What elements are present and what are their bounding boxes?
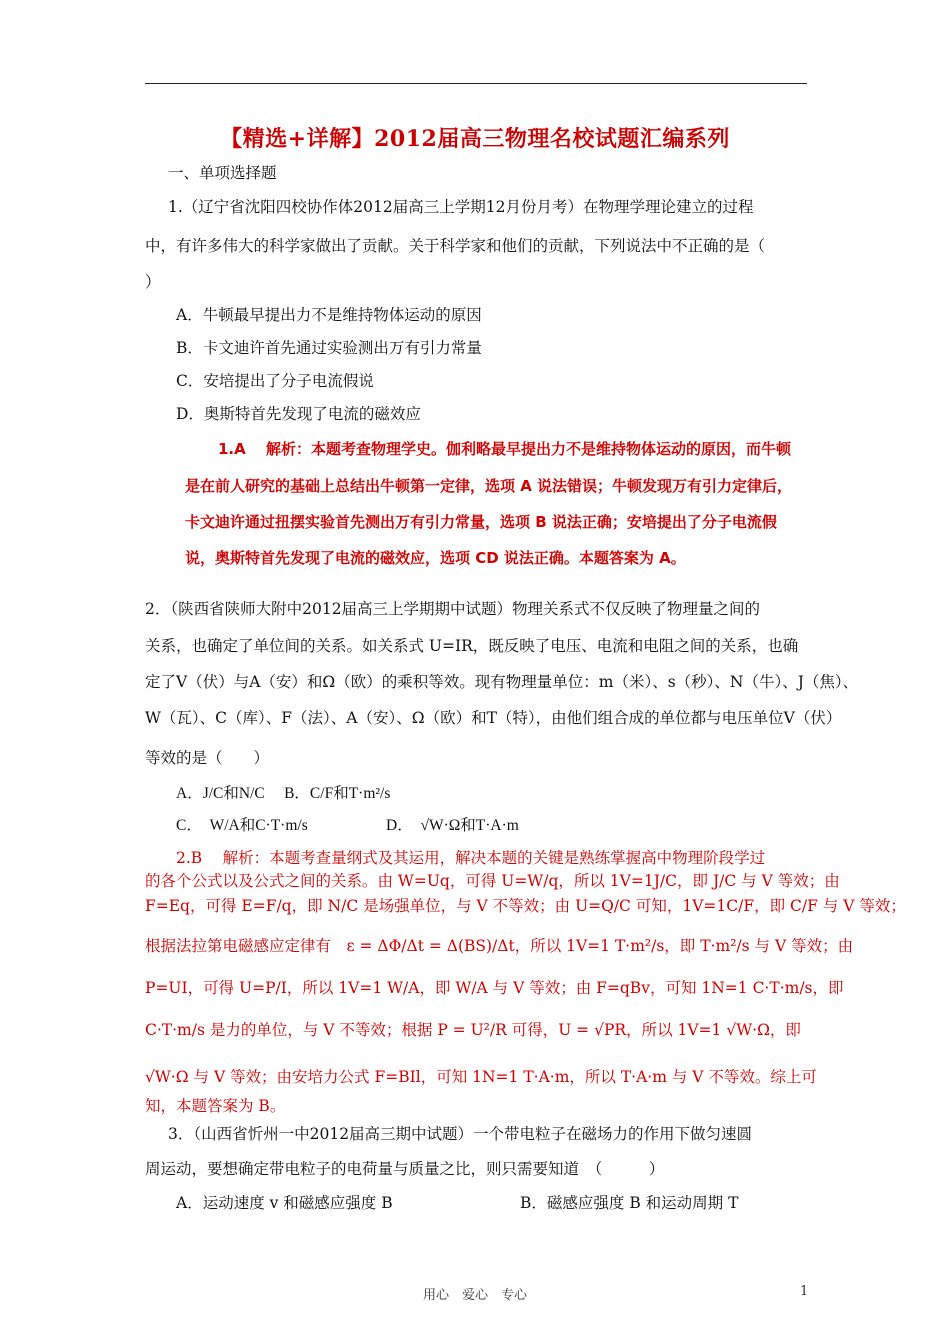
- q2-stem-line-4: W（瓦）、C（库）、F（法）、A（安）、Ω（欧）和T（特），由他们组合成的单位都与电压单位V（伏）: [145, 709, 842, 727]
- q3-option-b: B．磁感应强度 B 和运动周期 T: [520, 1194, 739, 1212]
- q2-analysis-line-3: F=Eq，可得 E=F/q，即 N/C 是场强单位，与 V 不等效；由 U=Q/C 可知，1V=1C/F，即 C/F 与 V 等效；: [145, 897, 906, 915]
- q2-stem-line-3: 定了V（伏）与A（安）和Ω（欧）的乘积等效。现有物理量单位：m（米）、s（秒）、N（牛）、J（焦）、: [145, 673, 859, 691]
- q2-stem-line-5: 等效的是（ ）: [145, 749, 270, 767]
- q2-analysis-line-4: 根据法拉第电磁感应定律有 ε = ΔΦ/Δt = Δ(BS)/Δt，所以 1V=1 T·m²/s，即 T·m²/s 与 V 等效；由: [145, 937, 854, 955]
- q1-option-b: B．卡文迪许首先通过实验测出万有引力常量: [176, 339, 482, 357]
- q2-analysis-line-2: 的各个公式以及公式之间的关系。由 W=Uq，可得 U=W/q，所以 1V=1J/C，即 J/C 与 V 等效；由: [145, 872, 840, 890]
- q3-option-a: A．运动速度 v 和磁感应强度 B: [176, 1194, 393, 1212]
- q1-option-c: C．安培提出了分子电流假说: [176, 372, 374, 390]
- page-number: 1: [800, 1284, 809, 1299]
- q3-stem-line-2: 周运动，要想确定带电粒子的电荷量与质量之比，则只需要知道 （ ）: [145, 1160, 665, 1178]
- q2-analysis-line-5: P=UI，可得 U=P/I，所以 1V=1 W/A，即 W/A 与 V 等效；由 F=qBv，可知 1N=1 C·T·m/s，即: [145, 979, 844, 997]
- q1-analysis-line-2: 是在前人研究的基础上总结出牛顿第一定律，选项 A 说法错误；牛顿发现万有引力定律后，: [185, 477, 793, 495]
- page-footer: 用心 爱心 专心: [422, 1288, 527, 1303]
- q1-analysis-line-4: 说，奥斯特首先发现了电流的磁效应，选项 CD 说法正确。本题答案为 A。: [185, 549, 686, 567]
- q1-analysis-line-1: 1.A 解析：本题考查物理学史。伽利略最早提出力不是维持物体运动的原因，而牛顿: [218, 440, 791, 458]
- q2-analysis-line-8: 知，本题答案为 B。: [145, 1097, 286, 1115]
- q2-stem-line-2: 关系，也确定了单位间的关系。如关系式 U=IR，既反映了电压、电流和电阻之间的关系，也确: [145, 637, 799, 655]
- section-heading: 一、单项选择题: [168, 164, 277, 182]
- q2-analysis-line-6: C·T·m/s 是力的单位，与 V 不等效；根据 P = U²/R 可得，U = √PR，所以 1V=1 √W·Ω，即: [145, 1021, 801, 1039]
- q1-analysis-line-3: 卡文迪许通过扭摆实验首先测出万有引力常量，选项 B 说法正确；安培提出了分子电流假: [185, 513, 777, 531]
- q1-option-d: D．奥斯特首先发现了电流的磁效应: [176, 405, 421, 423]
- q2-stem-line-1: 2．（陕西省陕师大附中2012届高三上学期期中试题）物理关系式不仅反映了物理量之间的: [145, 600, 761, 618]
- q2-analysis-line-7: √W·Ω 与 V 等效；由安培力公式 F=BIl，可知 1N=1 T·A·m，所以 T·A·m 与 V 不等效。综上可: [145, 1068, 817, 1086]
- q2-option-c: C． W/A和C·T·m/s: [176, 817, 308, 834]
- q3-stem-line-1: 3．（山西省忻州一中2012届高三期中试题）一个带电粒子在磁场力的作用下做匀速圆: [168, 1125, 753, 1143]
- q1-stem-line-1: 1.（辽宁省沈阳四校协作体2012届高三上学期12月份月考）在物理学理论建立的过程: [168, 198, 754, 216]
- q2-options-ab: A．J/C和N/C B．C/F和T·m²/s: [176, 785, 391, 802]
- header-rule: [145, 83, 807, 84]
- page-title: 【精选+详解】2012届高三物理名校试题汇编系列: [220, 126, 730, 152]
- q2-option-d: D． √W·Ω和T·A·m: [386, 817, 519, 834]
- q1-stem-line-2: 中，有许多伟大的科学家做出了贡献。关于科学家和他们的贡献，下列说法中不正确的是（: [145, 237, 766, 255]
- q1-stem-line-3: ）: [145, 273, 161, 291]
- q2-analysis-line-1: 2.B 解析：本题考查量纲式及其运用，解决本题的关键是熟练掌握高中物理阶段学过: [176, 849, 766, 867]
- q1-option-a: A．牛顿最早提出力不是维持物体运动的原因: [176, 306, 482, 324]
